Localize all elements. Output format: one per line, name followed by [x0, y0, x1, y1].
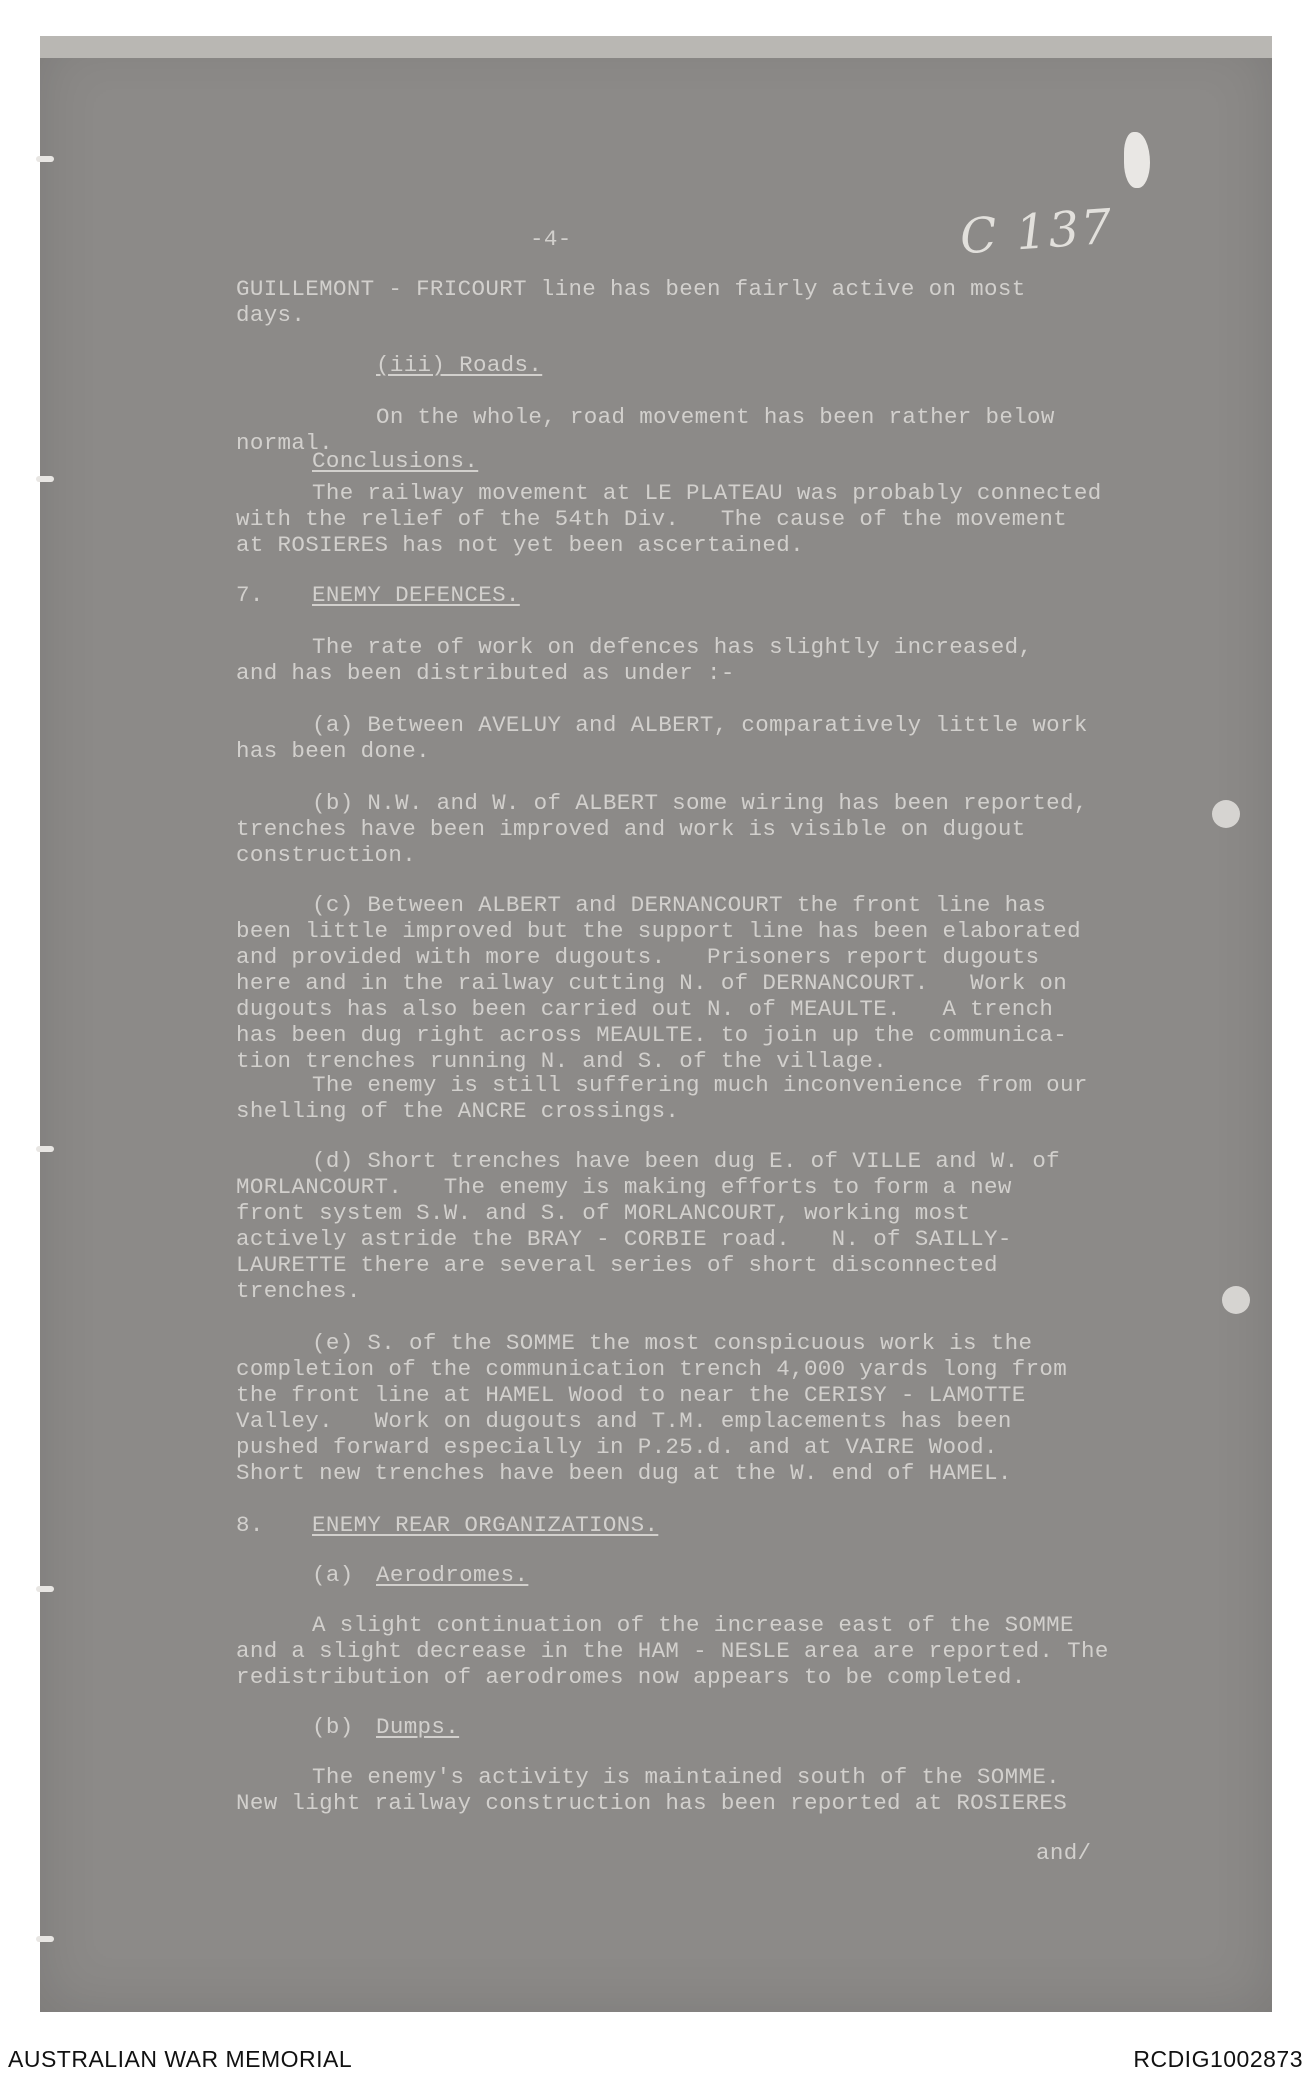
subsection-label: (a) [312, 1562, 354, 1588]
body-line: The enemy is still suffering much inconvenience from our [312, 1072, 1088, 1098]
body-line: shelling of the ANCRE crossings. [236, 1098, 680, 1124]
body-line: Valley. Work on dugouts and T.M. emplacements has been [236, 1408, 1012, 1434]
section-number: 7. [236, 582, 264, 608]
page-number: -4- [530, 226, 572, 252]
binding-notch [36, 156, 54, 162]
body-line: normal. [236, 430, 333, 456]
body-line: the front line at HAMEL Wood to near the CERISY - LAMOTTE [236, 1382, 1026, 1408]
body-line: pushed forward especially in P.25.d. and at VAIRE Wood. [236, 1434, 998, 1460]
body-line: New light railway construction has been reported at ROSIERES [236, 1790, 1068, 1816]
body-line: (b) N.W. and W. of ALBERT some wiring has been reported, [312, 790, 1088, 816]
body-line: (a) Between AVELUY and ALBERT, comparatively little work [312, 712, 1088, 738]
body-line: construction. [236, 842, 417, 868]
paper-stain [1124, 132, 1150, 188]
body-line: and provided with more dugouts. Prisoners report dugouts [236, 944, 1040, 970]
body-line: trenches have been improved and work is visible on dugout [236, 816, 1026, 842]
body-line: Short new trenches have been dug at the W. end of HAMEL. [236, 1460, 1012, 1486]
body-line: MORLANCOURT. The enemy is making efforts to form a new [236, 1174, 1012, 1200]
binding-notch [36, 1936, 54, 1942]
binding-notch [36, 476, 54, 482]
body-line: has been done. [236, 738, 430, 764]
subheading-aerodromes: Aerodromes. [376, 1562, 529, 1588]
continuation-catchword: and/ [1036, 1840, 1092, 1866]
body-line: completion of the communication trench 4,000 yards long from [236, 1356, 1068, 1382]
body-line: The enemy's activity is maintained south of the SOMME. [312, 1764, 1061, 1790]
body-line: The railway movement at LE PLATEAU was probably connected [312, 480, 1102, 506]
body-line: at ROSIERES has not yet been ascertained. [236, 532, 804, 558]
subsection-label: (b) [312, 1714, 354, 1740]
subheading-roads: (iii) Roads. [376, 352, 543, 378]
binding-notch [36, 1146, 54, 1152]
body-line: The rate of work on defences has slightly increased, [312, 634, 1033, 660]
section-number: 8. [236, 1512, 264, 1538]
body-line: been little improved but the support line has been elaborated [236, 918, 1081, 944]
subheading-conclusions: Conclusions. [312, 448, 479, 474]
body-line: actively astride the BRAY - CORBIE road. N. of SAILLY- [236, 1226, 1012, 1252]
footer-record-id: RCDIG1002873 [1133, 2046, 1303, 2072]
section-heading-enemy-defences: ENEMY DEFENCES. [312, 582, 520, 608]
body-line: and a slight decrease in the HAM - NESLE area are reported. The [236, 1638, 1109, 1664]
body-line: days. [236, 302, 306, 328]
body-line: (c) Between ALBERT and DERNANCOURT the front line has [312, 892, 1047, 918]
body-line: LAURETTE there are several series of short disconnected [236, 1252, 998, 1278]
section-heading-enemy-rear: ENEMY REAR ORGANIZATIONS. [312, 1512, 659, 1538]
subheading-dumps: Dumps. [376, 1714, 460, 1740]
body-line: trenches. [236, 1278, 361, 1304]
document-sheet [40, 36, 1272, 2012]
handwritten-reference: C 137 [958, 198, 1116, 266]
footer-archive-name: AUSTRALIAN WAR MEMORIAL [8, 2046, 353, 2072]
body-line: (d) Short trenches have been dug E. of VILLE and W. of [312, 1148, 1061, 1174]
body-line: GUILLEMONT - FRICOURT line has been fairly active on most [236, 276, 1026, 302]
body-line: dugouts has also been carried out N. of MEAULTE. A trench [236, 996, 1054, 1022]
body-line: tion trenches running N. and S. of the village. [236, 1048, 888, 1074]
body-line: A slight continuation of the increase east of the SOMME [312, 1612, 1074, 1638]
punch-hole [1212, 800, 1240, 828]
body-line: and has been distributed as under :- [236, 660, 735, 686]
body-line: here and in the railway cutting N. of DERNANCOURT. Work on [236, 970, 1068, 996]
binding-notch [36, 1586, 54, 1592]
body-line: redistribution of aerodromes now appears to be completed. [236, 1664, 1026, 1690]
body-line: On the whole, road movement has been rather below [376, 404, 1055, 430]
punch-hole [1222, 1286, 1250, 1314]
body-line: with the relief of the 54th Div. The cause of the movement [236, 506, 1068, 532]
sheet-top-edge [40, 36, 1272, 58]
body-line: (e) S. of the SOMME the most conspicuous work is the [312, 1330, 1033, 1356]
body-line: has been dug right across MEAULTE. to join up the communica- [236, 1022, 1068, 1048]
body-line: front system S.W. and S. of MORLANCOURT, working most [236, 1200, 971, 1226]
